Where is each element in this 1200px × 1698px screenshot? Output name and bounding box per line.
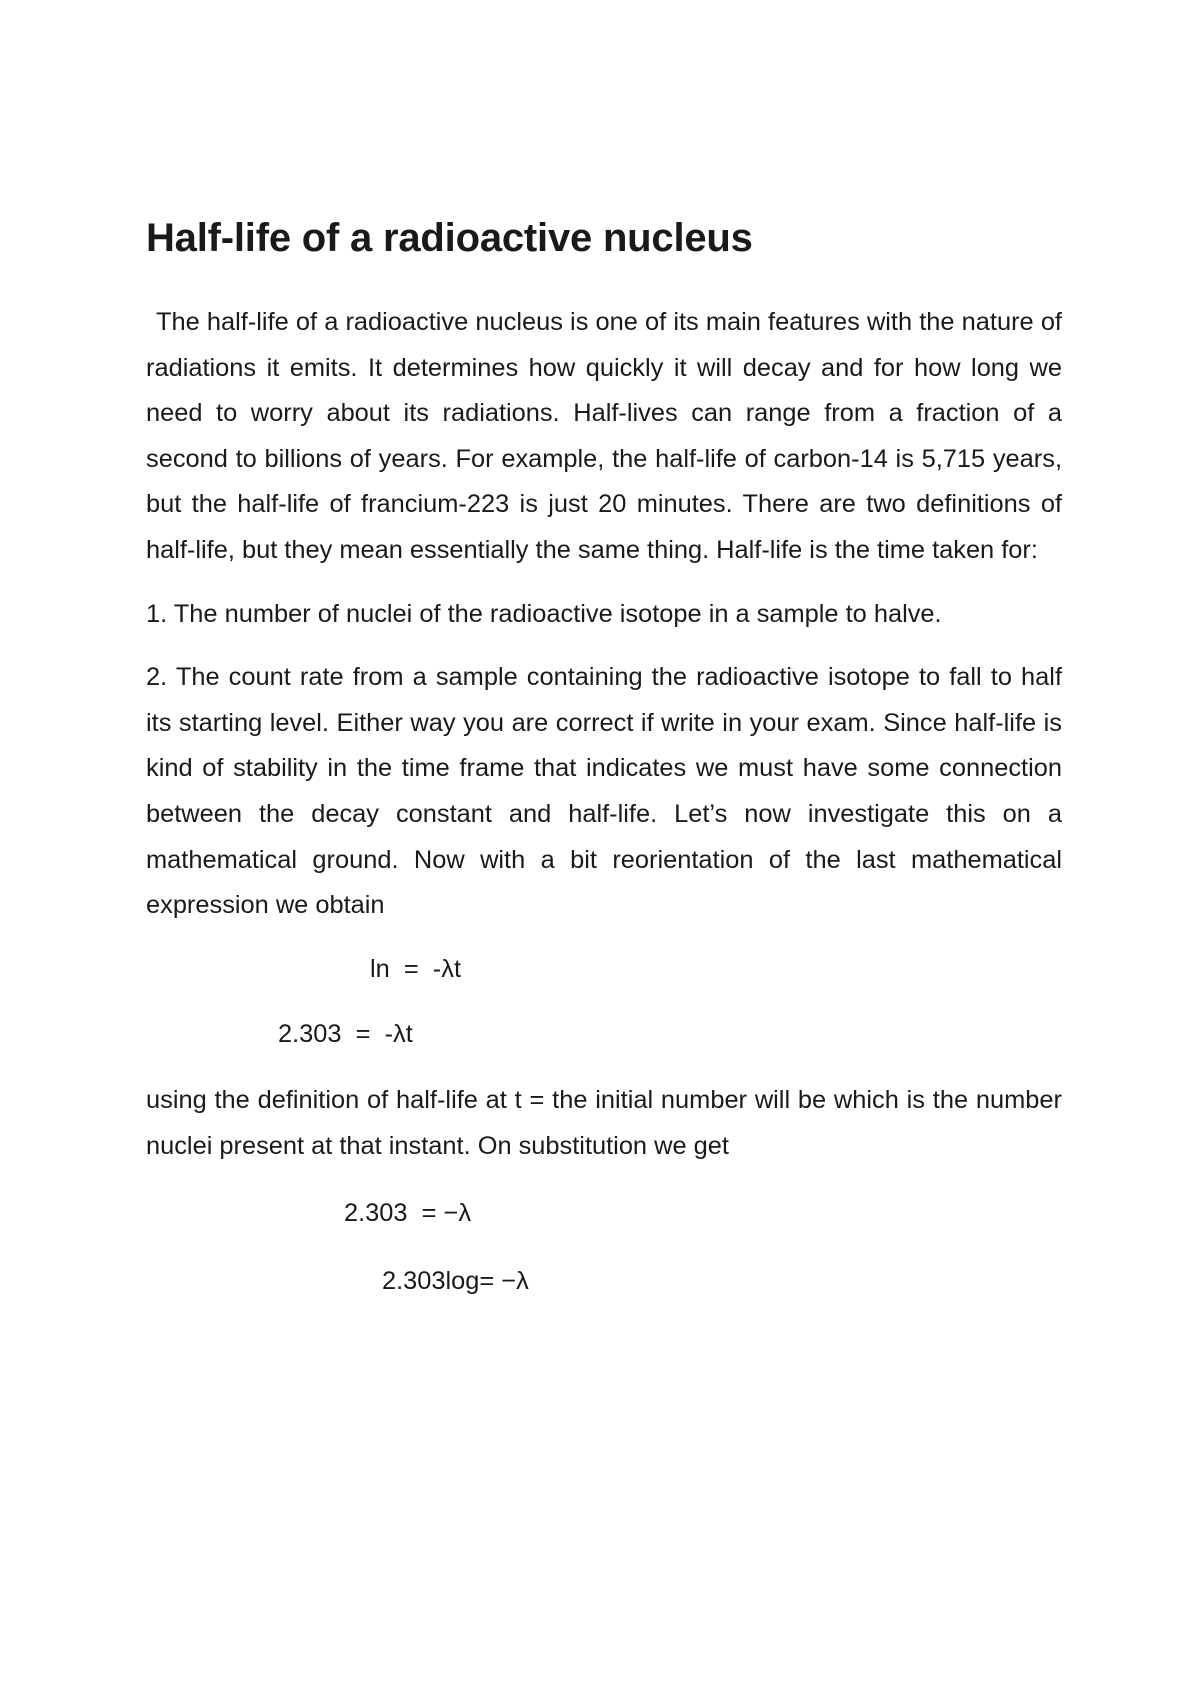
intro-paragraph: The half-life of a radioactive nucleus is one of its main features with the nature of radiations it emits. It determines how quickly it will decay and for how long we need to worry about its radiations. Half-lives can range from a fraction of a second to billions of years. For example, the half-life of carbon-14 is 5,715 years, but the half-life of francium-223 is just 20 minutes. There are two definitions of half-life, but they mean essentially the same thing. Half-life is the time taken for: [146, 308, 1062, 564]
equation-log: 2.303log= −λ [382, 1266, 529, 1295]
equation-ln: ln = -λt [370, 954, 462, 983]
definition-item-2: 2. The count rate from a sample containing the radioactive isotope to fall to half its starting level. Either way you are correct if write in your exam. Since half-life is kind of stability in the time frame that indicates we must have some connection between the decay constant and half-life. Let’s now investigate this on a mathematical ground. Now with a bit reorientation of the last mathematical expression we obtain [146, 663, 1062, 920]
equation-2303: 2.303 = -λt [278, 1020, 413, 1049]
document-body [146, 214, 1062, 1304]
equation-substitution: 2.303 = −λ [344, 1199, 472, 1228]
document-title: Half-life of a radioactive nucleus [146, 216, 753, 260]
definition-item-1: 1. The number of nuclei of the radioactive isotope in a sample to halve. [146, 599, 942, 628]
substitution-paragraph: using the definition of half-life at t = the initial number will be which is the number nuclei present at that instant. On substitution we get [146, 1085, 1062, 1160]
